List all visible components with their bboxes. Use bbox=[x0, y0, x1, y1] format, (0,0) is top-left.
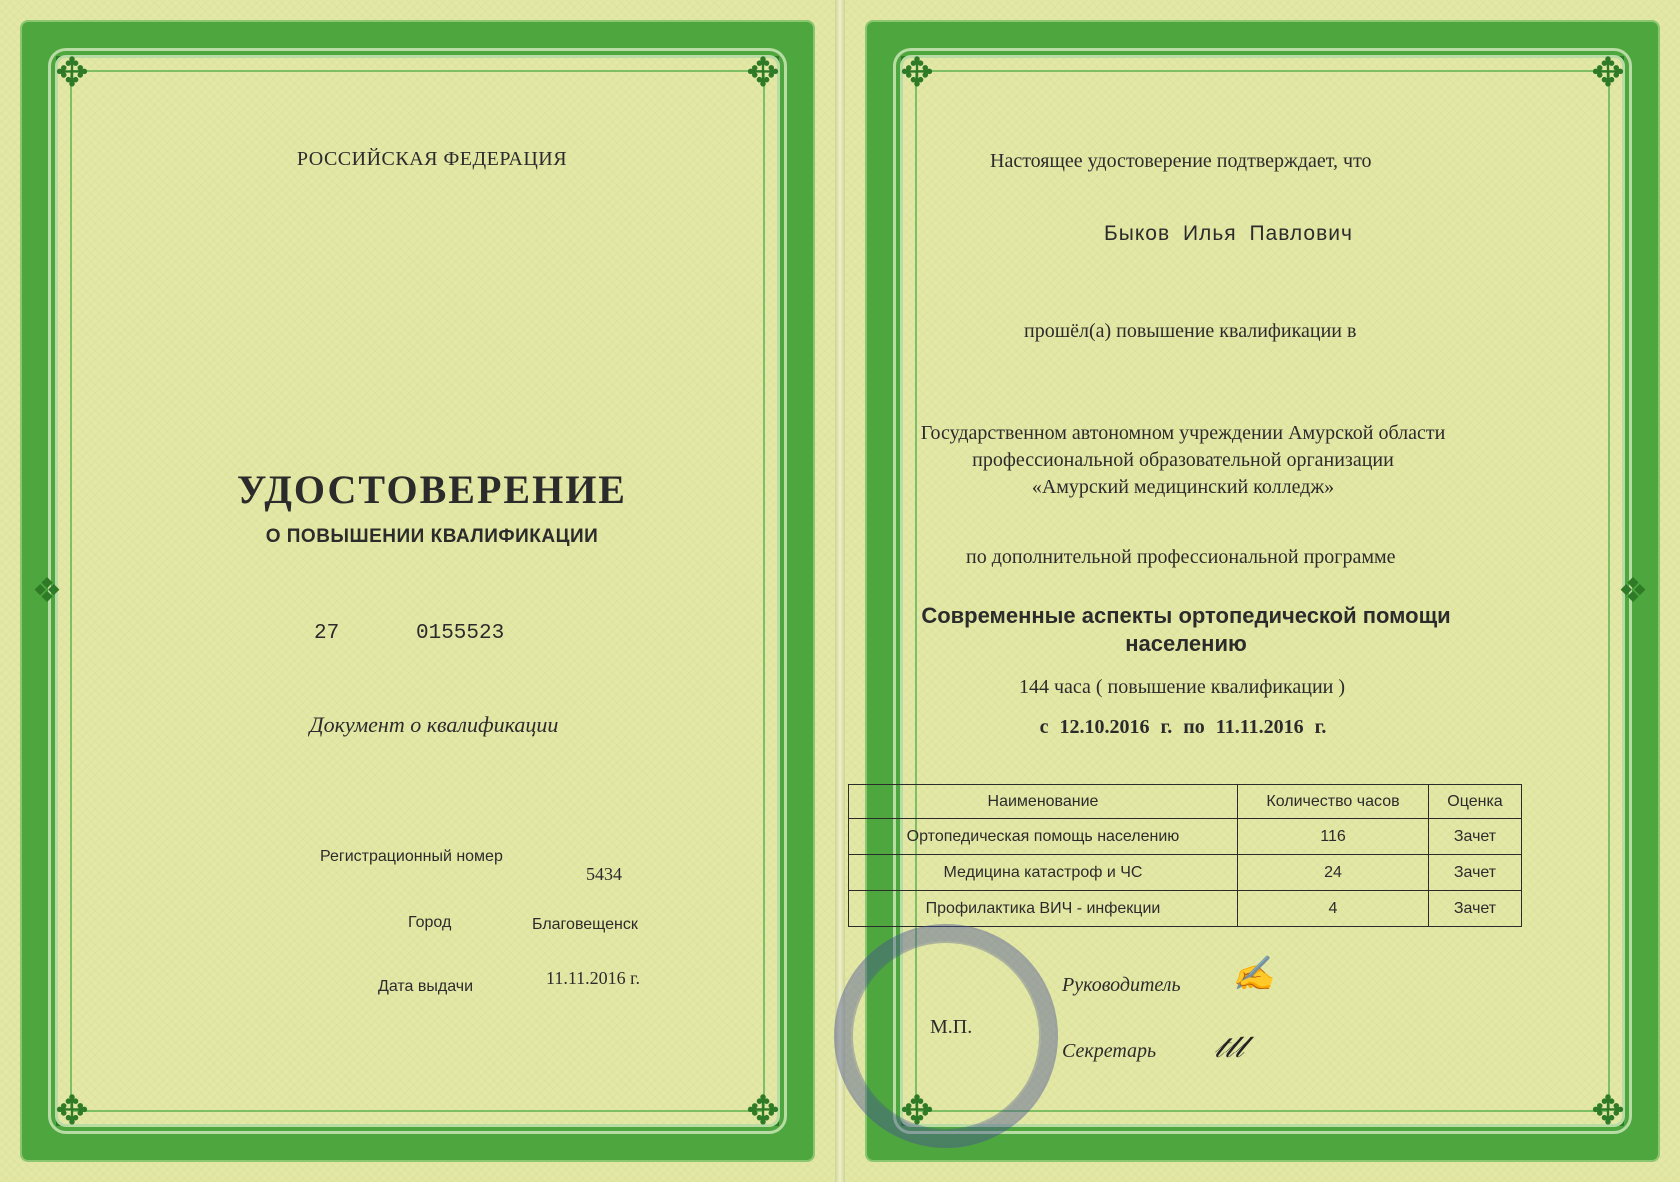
program-title-line-1: Современные аспекты ортопедической помощи bbox=[921, 603, 1451, 628]
institution-line-1: Государственном автономном учреждении Амурской области bbox=[920, 422, 1446, 444]
col-header-hours: Количество часов bbox=[1238, 785, 1429, 819]
holder-name: Быков Илья Павлович bbox=[1104, 222, 1353, 245]
courses-table bbox=[848, 784, 1522, 927]
passed-text: прошёл(а) повышение квалификации в bbox=[1024, 320, 1357, 342]
head-label: Руководитель bbox=[1062, 974, 1181, 996]
corner-ornament-icon: ✥ bbox=[1591, 1087, 1625, 1133]
course-hours: 116 bbox=[1238, 819, 1429, 855]
program-intro: по дополнительной профессиональной программе bbox=[966, 546, 1396, 568]
course-grade: Зачет bbox=[1429, 891, 1522, 927]
intro-text: Настоящее удостоверение подтверждает, что bbox=[990, 150, 1372, 172]
certificate-subtitle: О ПОВЫШЕНИИ КВАЛИФИКАЦИИ bbox=[265, 526, 599, 547]
document-type: Документ о квалификации bbox=[309, 712, 559, 737]
city-value: Благовещенск bbox=[532, 916, 638, 933]
course-name: Медицина катастроф и ЧС bbox=[849, 855, 1238, 891]
program-title-line-2: населению bbox=[1125, 631, 1247, 656]
table-row bbox=[849, 891, 1522, 927]
corner-ornament-icon: ✥ bbox=[900, 1087, 934, 1133]
head-signature-icon: ✍ bbox=[1232, 954, 1275, 994]
certificate-title: УДОСТОВЕРЕНИЕ bbox=[237, 467, 627, 512]
program-dates: с 12.10.2016 г. по 11.11.2016 г. bbox=[1039, 716, 1327, 738]
corner-ornament-icon: ✥ bbox=[746, 49, 780, 95]
corner-ornament-icon: ✥ bbox=[55, 49, 89, 95]
reg-number-label: Регистрационный номер bbox=[320, 848, 503, 865]
course-grade: Зачет bbox=[1429, 819, 1522, 855]
city-label: Город bbox=[408, 914, 452, 931]
corner-ornament-icon: ✥ bbox=[55, 1087, 89, 1133]
institution-line-3: «Амурский медицинский колледж» bbox=[1031, 476, 1335, 498]
left-inner-line bbox=[70, 70, 765, 1112]
corner-ornament-icon: ✥ bbox=[900, 49, 934, 95]
series-number: 27 bbox=[314, 622, 340, 645]
left-page bbox=[0, 0, 835, 1182]
course-name: Профилактика ВИЧ - инфекции bbox=[849, 891, 1238, 927]
table-header-row bbox=[849, 785, 1522, 819]
certificate-number: 0155523 bbox=[416, 622, 505, 645]
issue-date-label: Дата выдачи bbox=[378, 978, 474, 995]
reg-number-value: 5434 bbox=[586, 864, 622, 884]
program-hours: 144 часа ( повышение квалификации ) bbox=[1018, 676, 1346, 698]
seal-label: М.П. bbox=[930, 1016, 973, 1038]
corner-ornament-icon: ✥ bbox=[1591, 49, 1625, 95]
institution-line-2: профессиональной образовательной организации bbox=[972, 449, 1394, 471]
course-hours: 4 bbox=[1238, 891, 1429, 927]
course-grade: Зачет bbox=[1429, 855, 1522, 891]
course-hours: 24 bbox=[1238, 855, 1429, 891]
table-row bbox=[849, 855, 1522, 891]
side-ornament-icon: ❖ bbox=[31, 573, 63, 610]
issue-date-value: 11.11.2016 г. bbox=[546, 968, 641, 988]
course-name: Ортопедическая помощь населению bbox=[849, 819, 1238, 855]
col-header-name: Наименование bbox=[849, 785, 1238, 819]
table-row bbox=[849, 819, 1522, 855]
corner-ornament-icon: ✥ bbox=[746, 1087, 780, 1133]
secretary-label: Секретарь bbox=[1062, 1040, 1157, 1062]
secretary-signature-icon: 𝓉𝓁𝓁 bbox=[1214, 1030, 1245, 1065]
col-header-grade: Оценка bbox=[1429, 785, 1522, 819]
country-heading: РОССИЙСКАЯ ФЕДЕРАЦИЯ bbox=[296, 148, 568, 170]
side-ornament-icon: ❖ bbox=[1617, 573, 1649, 610]
